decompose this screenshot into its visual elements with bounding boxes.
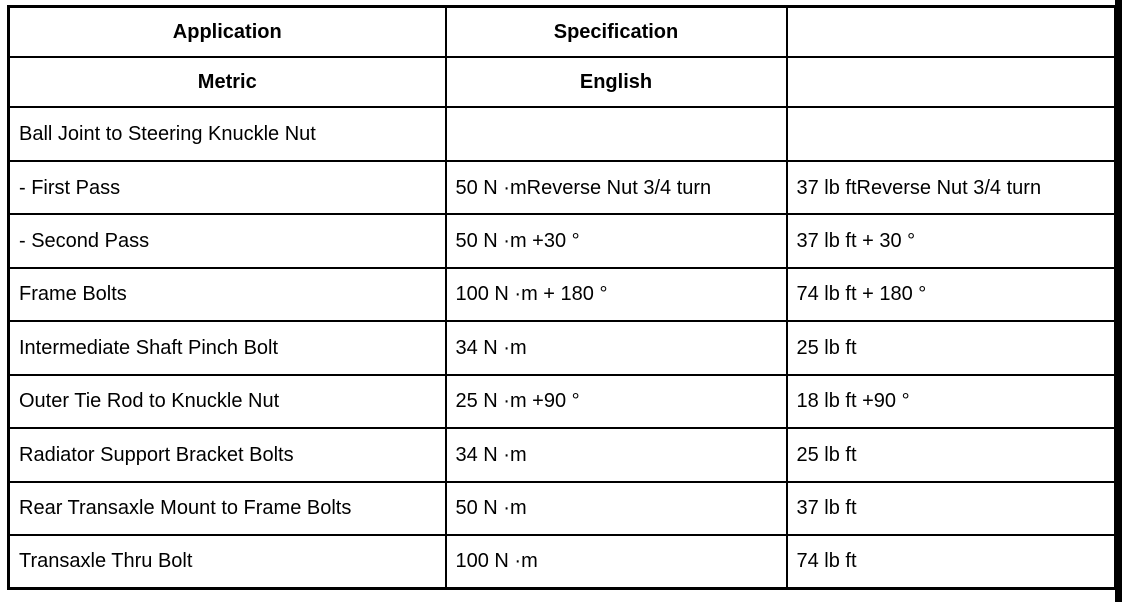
metric-value-cell (446, 107, 787, 160)
header-english: English (446, 57, 787, 107)
application-cell: Intermediate Shaft Pinch Bolt (9, 321, 446, 374)
table-row (9, 321, 1116, 374)
application-cell: Radiator Support Bracket Bolts (9, 428, 446, 481)
english-value-cell: 18 lb ft +90 ° (787, 375, 1116, 428)
application-cell: - First Pass (9, 161, 446, 214)
metric-value-cell: 50 N ·m +30 ° (446, 214, 787, 267)
metric-value-cell: 100 N ·m (446, 535, 787, 589)
table-row (9, 375, 1116, 428)
table-row (9, 535, 1116, 589)
english-value-cell: 74 lb ft + 180 ° (787, 268, 1116, 321)
header-row-1 (9, 7, 1116, 57)
application-cell: Rear Transaxle Mount to Frame Bolts (9, 482, 446, 535)
table-row (9, 161, 1116, 214)
metric-value-cell: 34 N ·m (446, 428, 787, 481)
header-metric: Metric (9, 57, 446, 107)
english-value-cell: 74 lb ft (787, 535, 1116, 589)
metric-value-cell: 34 N ·m (446, 321, 787, 374)
english-value-cell: 25 lb ft (787, 321, 1116, 374)
table-row (9, 428, 1116, 481)
header-application: Application (9, 7, 446, 57)
application-cell: Outer Tie Rod to Knuckle Nut (9, 375, 446, 428)
application-cell: - Second Pass (9, 214, 446, 267)
english-value-cell: 25 lb ft (787, 428, 1116, 481)
application-cell: Ball Joint to Steering Knuckle Nut (9, 107, 446, 160)
table-row (9, 482, 1116, 535)
metric-value-cell: 100 N ·m + 180 ° (446, 268, 787, 321)
header-specification: Specification (446, 7, 787, 57)
header-row-2 (9, 57, 1116, 107)
metric-value-cell: 50 N ·m (446, 482, 787, 535)
table-row (9, 107, 1116, 160)
header-empty (787, 57, 1116, 107)
header-empty (787, 7, 1116, 57)
application-cell: Frame Bolts (9, 268, 446, 321)
table-row (9, 268, 1116, 321)
english-value-cell: 37 lb ft + 30 ° (787, 214, 1116, 267)
table-row (9, 214, 1116, 267)
metric-value-cell: 50 N ·mReverse Nut 3/4 turn (446, 161, 787, 214)
metric-value-cell: 25 N ·m +90 ° (446, 375, 787, 428)
english-value-cell: 37 lb ft (787, 482, 1116, 535)
torque-specification-table (7, 5, 1117, 590)
english-value-cell (787, 107, 1116, 160)
application-cell: Transaxle Thru Bolt (9, 535, 446, 589)
right-edge-border (1115, 0, 1122, 602)
english-value-cell: 37 lb ftReverse Nut 3/4 turn (787, 161, 1116, 214)
